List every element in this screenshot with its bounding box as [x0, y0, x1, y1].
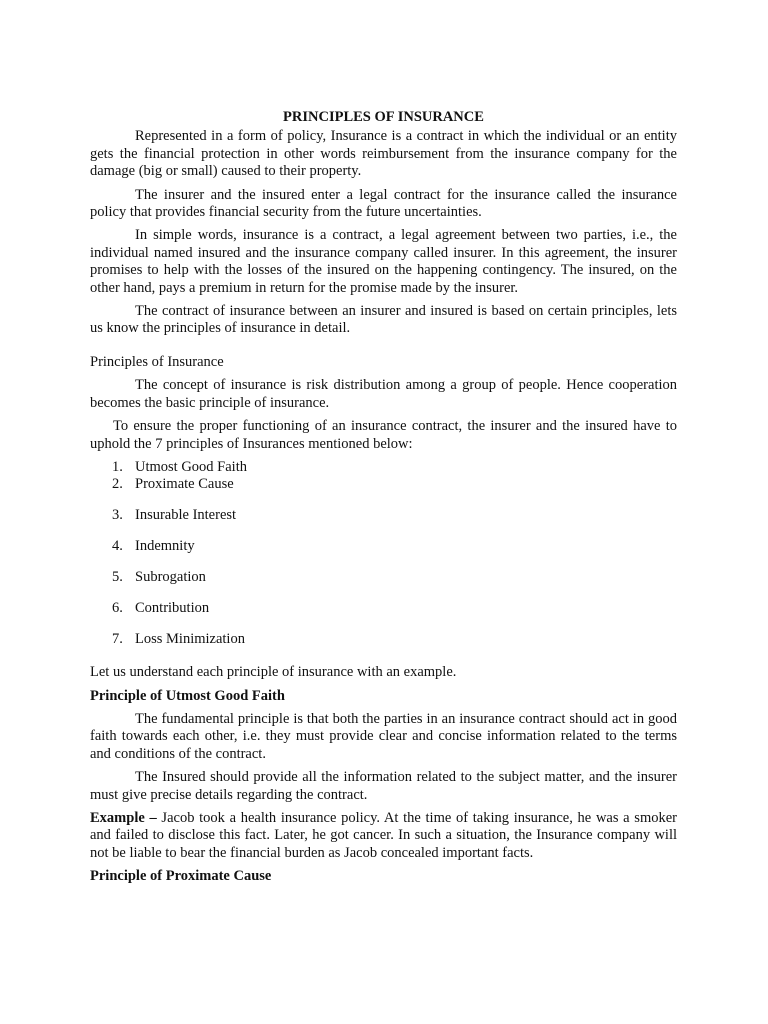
intro-paragraph-4: The contract of insurance between an insurer and insured is based on certain principles, lets us know the principles of insurance in detail. [90, 303, 677, 337]
list-item: 7. Loss Minimization [112, 630, 245, 647]
list-item-label: Utmost Good Faith [135, 458, 247, 475]
list-item: 6. Contribution [112, 599, 210, 616]
example-text: Jacob took a health insurance policy. At the time of taking insurance, he was a smoker and failed to disclose this fact. Later, he got cancer. In such a situation, the Insurance company will not be liable to bear the financial burden as Jacob concealed important facts. [90, 809, 677, 861]
list-item-label: Indemnity [135, 538, 195, 555]
list-item: 5. Subrogation [112, 568, 206, 585]
list-item: 1. Utmost Good Faith [112, 458, 247, 475]
principles-paragraph-2: To ensure the proper functioning of an insurance contract, the insurer and the insured have to uphold the 7 principles of Insurances mentioned below: [90, 418, 677, 452]
intro-paragraph-3: In simple words, insurance is a contract, a legal agreement between two parties, i.e., the individual named insured and the insurance company called insurer. In this agreement, the insurer promises to help with the losses of the insured on the happening contingency. The insured, on the other hand, pays a premium in return for the promise made by the insurer. [90, 227, 677, 296]
principles-list [90, 459, 677, 648]
list-item-label: Contribution [135, 599, 210, 616]
example-label: Example – [90, 809, 157, 826]
principles-heading: Principles of Insurance [90, 353, 224, 370]
list-item-label: Loss Minimization [135, 630, 245, 647]
utmost-good-faith-example [90, 810, 677, 862]
principles-paragraph-1: The concept of insurance is risk distribution among a group of people. Hence cooperation becomes the basic principle of insurance. [90, 377, 677, 411]
document-page [90, 109, 677, 886]
list-item: 4. Indemnity [112, 538, 195, 555]
intro-paragraph-2: The insurer and the insured enter a legal contract for the insurance called the insurance policy that provides financial security from the future uncertainties. [90, 186, 677, 221]
principles-closing: Let us understand each principle of insurance with an example. [90, 664, 457, 681]
utmost-good-faith-heading: Principle of Utmost Good Faith [90, 687, 285, 704]
list-item-label: Proximate Cause [135, 476, 234, 493]
document-title: PRINCIPLES OF INSURANCE [283, 109, 484, 125]
list-item: 3. Insurable Interest [112, 507, 237, 524]
proximate-cause-heading: Principle of Proximate Cause [90, 868, 272, 885]
intro-paragraph-1: Represented in a form of policy, Insurance is a contract in which the individual or an entity gets the financial protection in other words reimbursement from the insurance company for the damage (big or small) caused to their property. [90, 128, 677, 180]
list-item: 2. Proximate Cause [112, 476, 234, 493]
utmost-good-faith-paragraph-2: The Insured should provide all the information related to the subject matter, and the insurer must give precise details regarding the contract. [90, 769, 677, 803]
utmost-good-faith-paragraph-1: The fundamental principle is that both the parties in an insurance contract should act in good faith towards each other, i.e. they must provide clear and concise information related to the terms and conditions of the contract. [90, 710, 677, 762]
list-item-label: Subrogation [135, 568, 206, 585]
list-item-label: Insurable Interest [135, 507, 237, 524]
